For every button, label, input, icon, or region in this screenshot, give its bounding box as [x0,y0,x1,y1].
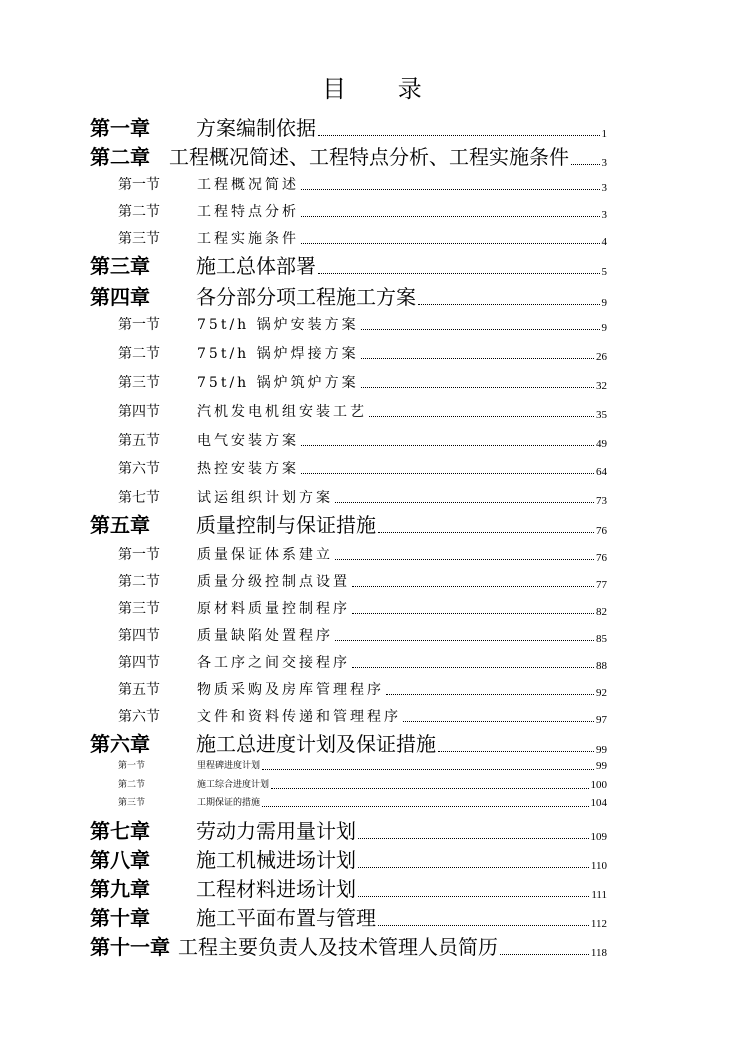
toc-entry-title: 施工平面布置与管理 [196,906,376,930]
toc-entry-page: 3 [601,182,607,194]
dot-leader [358,837,589,839]
toc-entry-title: 施工总体部署 [196,254,316,278]
toc-entry-chapter[interactable] [90,845,607,873]
dot-leader [361,357,594,359]
dot-leader [271,787,588,789]
toc-entry-title: 劳动力需用量计划 [196,819,356,843]
toc-entry-number: 第二节 [118,204,160,220]
dot-leader [335,639,594,641]
toc-entry-number: 第二节 [118,780,146,790]
toc-entry-page: 85 [596,633,607,645]
toc-entry-title: 工程概况简述、工程特点分析、工程实施条件 [169,145,569,169]
toc-entry-page: 64 [596,466,607,478]
toc-entry-title: 施工总进度计划及保证措施 [196,732,436,756]
toc-entry-title: 质量保证体系建立 [197,547,333,563]
toc-entry-page: 100 [590,779,607,791]
toc-entry-title: 施工综合进度计划 [197,780,270,790]
toc-entry-section[interactable] [118,225,607,249]
toc-entry-title: 各工序之间交接程序 [197,655,350,671]
toc-entry-number: 第三章 [90,254,150,278]
dot-leader [369,415,594,417]
toc-entry-section[interactable] [118,484,607,508]
toc-entry-page: 4 [601,236,607,248]
toc-entry-number: 第八章 [90,848,150,872]
toc-entry-section[interactable] [118,757,607,773]
dot-leader [361,386,594,388]
toc-entry-title: 质量控制与保证措施 [196,513,376,537]
toc-entry-page: 110 [590,860,607,872]
toc-entry-chapter[interactable] [90,142,607,170]
toc-entry-title: 工程主要负责人及技术管理人员简历 [178,935,498,959]
toc-entry-number: 第三节 [118,798,146,808]
toc-entry-number: 第四章 [90,285,150,309]
toc-entry-title: 各分部分项工程施工方案 [196,285,416,309]
toc-entry-chapter[interactable] [90,729,607,757]
toc-entry-number: 第五章 [90,513,150,537]
toc-entry-title: 原材料质量控制程序 [197,601,350,617]
toc-entry-title: 工程材料进场计划 [196,877,356,901]
toc-entry-number: 第五节 [118,433,160,449]
toc-entry-page: 26 [596,351,607,363]
dot-leader [301,242,600,244]
toc-entry-title: 里程碑进度计划 [197,761,261,771]
toc-entry-page: 111 [591,889,607,901]
toc-entry-section[interactable] [118,703,607,727]
dot-leader [361,328,600,330]
dot-leader [358,866,589,868]
toc-entry-number: 第十一章 [90,935,170,959]
toc-entry-page: 104 [590,797,607,809]
toc-entry-page: 112 [590,918,607,930]
toc-entry-section[interactable] [118,311,607,335]
toc-entry-title: 工程实施条件 [197,231,299,247]
dot-leader [262,805,588,807]
toc-entry-title: 文件和资料传递和管理程序 [197,709,401,725]
toc-entry-chapter[interactable] [90,251,607,279]
dot-leader [335,501,594,503]
toc-entry-number: 第二节 [118,346,160,362]
dot-leader [403,720,594,722]
toc-entry-title: 热控安装方案 [197,461,299,477]
dot-leader [358,895,589,897]
dot-leader [262,768,594,770]
toc-entry-page: 99 [596,760,607,772]
toc-entry-number: 第四节 [118,404,160,420]
toc-entry-section[interactable] [118,568,607,592]
toc-entry-page: 32 [596,380,607,392]
dot-leader [301,188,600,190]
dot-leader [418,303,600,305]
dot-leader [318,134,600,136]
dot-leader [318,272,600,274]
toc-entry-chapter[interactable] [90,510,607,538]
toc-entry-section[interactable] [118,649,607,673]
toc-entry-section[interactable] [118,622,607,646]
toc-entry-number: 第二节 [118,574,160,590]
toc-entry-chapter[interactable] [90,932,607,960]
toc-entry-page: 1 [601,128,607,140]
toc-entry-page: 92 [596,687,607,699]
toc-entry-title: 物质采购及房库管理程序 [197,682,384,698]
toc-entry-section[interactable] [118,541,607,565]
toc-entry-number: 第一节 [118,547,160,563]
toc-entry-title: 试运组织计划方案 [197,490,333,506]
dot-leader [386,693,594,695]
toc-entry-page: 3 [601,157,607,169]
dot-leader [438,750,594,752]
toc-entry-page: 118 [590,947,607,959]
toc-entry-page: 88 [596,660,607,672]
toc-entry-title: 电气安装方案 [197,433,299,449]
toc-entry-title: 质量分级控制点设置 [197,574,350,590]
toc-entry-chapter[interactable] [90,903,607,931]
dot-leader [352,612,594,614]
dot-leader [500,953,589,955]
toc-entry-page: 109 [590,831,607,843]
toc-entry-section[interactable] [118,171,607,195]
toc-entry-title: 75t/h 锅炉焊接方案 [197,346,359,362]
dot-leader [378,531,594,533]
toc-entry-chapter[interactable] [90,816,607,844]
toc-entry-page: 5 [601,266,607,278]
toc-entry-number: 第六章 [90,732,150,756]
toc-entry-number: 第三节 [118,231,160,247]
toc-entry-page: 9 [601,297,607,309]
toc-entry-title: 方案编制依据 [196,116,316,140]
toc-entry-number: 第二章 [90,145,150,169]
toc-entry-section[interactable] [118,398,607,422]
toc-entry-section[interactable] [118,427,607,451]
toc-entry-page: 82 [596,606,607,618]
dot-leader [352,666,594,668]
dot-leader [352,585,594,587]
toc-entry-section[interactable] [118,340,607,364]
toc-entry-title: 75t/h 锅炉筑炉方案 [197,375,359,391]
toc-entry-section[interactable] [118,198,607,222]
toc-entry-page: 97 [596,714,607,726]
toc-entry-section[interactable] [118,776,607,792]
toc-entry-number: 第四节 [118,628,160,644]
dot-leader [335,558,594,560]
toc-entry-title: 施工机械进场计划 [196,848,356,872]
toc-entry-title: 质量缺陷处置程序 [197,628,333,644]
toc-entry-chapter[interactable] [90,113,607,141]
toc-entry-number: 第四节 [118,655,160,671]
toc-entry-number: 第六节 [118,461,160,477]
toc-entry-page: 35 [596,409,607,421]
dot-leader [301,215,600,217]
toc-entry-number: 第一节 [118,177,160,193]
toc-entry-page: 3 [601,209,607,221]
toc-entry-page: 76 [596,552,607,564]
dot-leader [378,924,589,926]
toc-entry-number: 第十章 [90,906,150,930]
dot-leader [301,472,594,474]
toc-entry-page: 9 [601,322,607,334]
toc-entry-number: 第三节 [118,601,160,617]
toc-entry-title: 工程概况简述 [197,177,299,193]
toc-entry-chapter[interactable] [90,874,607,902]
dot-leader [301,444,594,446]
toc-entry-section[interactable] [118,369,607,393]
toc-entry-number: 第七章 [90,819,150,843]
toc-entry-number: 第一节 [118,761,146,771]
toc-entry-number: 第七节 [118,490,160,506]
toc-entry-number: 第六节 [118,709,160,725]
toc-entry-page: 49 [596,438,607,450]
toc-entry-page: 73 [596,495,607,507]
toc-entry-section[interactable] [118,676,607,700]
toc-entry-page: 99 [596,744,607,756]
toc-entry-number: 第一章 [90,116,150,140]
toc-entry-number: 第一节 [118,317,160,333]
toc-entry-page: 77 [596,579,607,591]
toc-entry-title: 汽机发电机组安装工艺 [197,404,367,420]
dot-leader [571,163,600,165]
toc-entry-title: 工程特点分析 [197,204,299,220]
toc-title: 目 录 [322,75,444,103]
toc-entry-title: 75t/h 锅炉安装方案 [197,317,359,333]
toc-entry-chapter[interactable] [90,282,607,310]
toc-entry-number: 第五节 [118,682,160,698]
toc-entry-number: 第三节 [118,375,160,391]
toc-entry-page: 76 [596,525,607,537]
toc-entry-section[interactable] [118,595,607,619]
toc-entry-number: 第九章 [90,877,150,901]
toc-entry-section[interactable] [118,455,607,479]
toc-entry-title: 工期保证的措施 [197,798,261,808]
toc-entry-section[interactable] [118,794,607,810]
